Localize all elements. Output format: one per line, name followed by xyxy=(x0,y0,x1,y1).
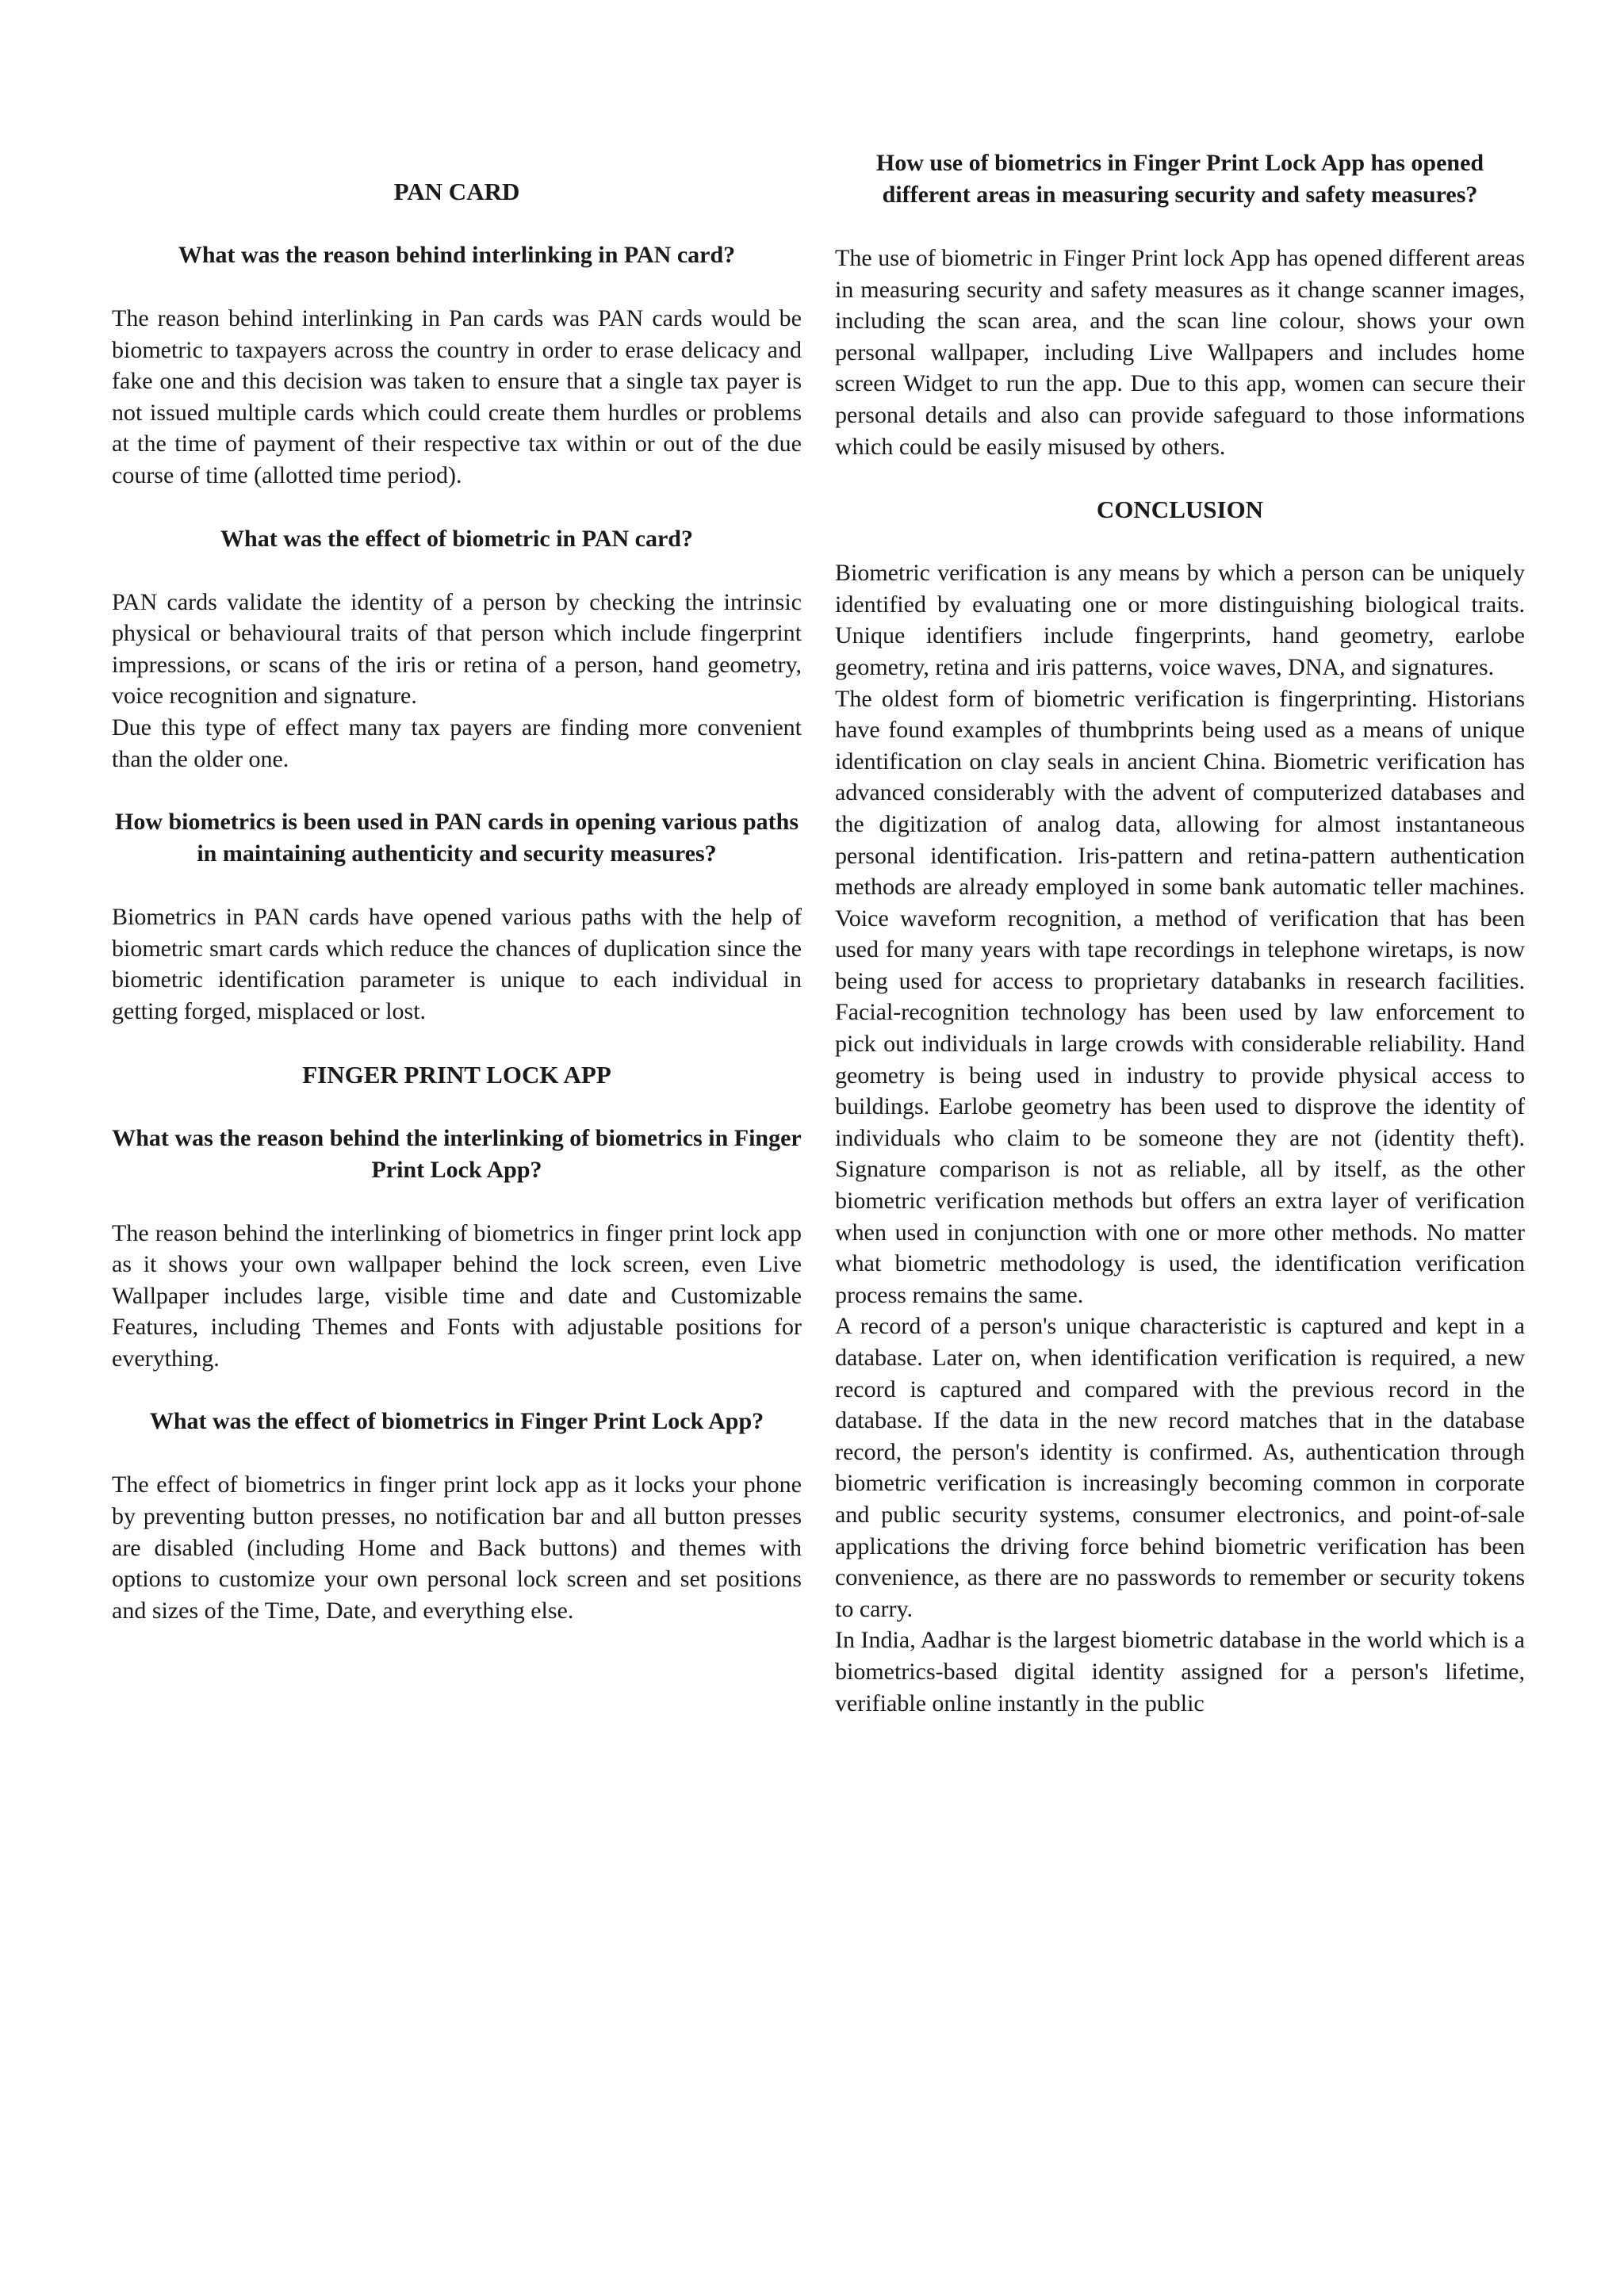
fp-a3-paragraph: The use of biometric in Finger Print lock App has opened different areas in measuring security and safety measures as it change scanner images, including the scan area, and the scan line colour, shows your own personal wallpaper, including Live Wallpapers and includes home screen Widget to run the app. Due to this app, women can secure their personal details and also can provide safeguard to those informations which could be easily misused by others. xyxy=(835,245,1525,460)
conclusion-paragraph-4: In India, Aadhar is the largest biometric database in the world which is a biometrics-based digital identity assigned for a person's lifetime, verifiable online instantly in the public xyxy=(835,1627,1525,1716)
conclusion-paragraph-2: The oldest form of biometric verification is fingerprinting. Historians have found examples of thumbprints being used as a means of unique identification on clay seals in ancient China. Biometric verification has advanced considerably with the advent of computerized databases and the digitization of analog data, allowing for almost instantaneous personal identification. Iris-pattern and retina-pattern authentication methods are already employed in some bank automatic teller machines. Voice waveform recognition, a method of verification that has been used for many years with tape recordings in telephone wiretaps, is now being used for access to proprietary databanks in research facilities. Facial-recognition technology has been used by law enforcement to pick out individuals in large crowds with considerable reliability. Hand geometry is being used in industry to provide physical access to buildings. Earlobe geometry has been used to disprove the identity of individuals who claim to be someone they are not (identity theft). Signature comparison is not as reliable, all by itself, as the other biometric verification methods but offers an extra layer of verification when used in conjunction with one or more other methods. No matter what biometric methodology is used, the identification verification process remains the same. xyxy=(835,685,1525,1308)
conclusion-paragraph-3: A record of a person's unique characteristic is captured and kept in a database. Later on, when identification verification is required, a new record is captured and compared with the previous record in the database. If the data in the new record matches that in the database record, the person's identity is confirmed. As, authentication through biometric verification is increasingly becoming common in corporate and public security systems, consumer electronics, and point-of-sale applications the driving force behind biometric verification has been convenience, as there are no passwords to remember or security tokens to carry. xyxy=(835,1313,1525,1622)
pan-a1-paragraph: The reason behind interlinking in Pan cards was PAN cards would be biometric to taxpayers across the country in order to erase delicacy and fake one and this decision was taken to ensure that a single tax payer is not issued multiple cards which could create them hurdles or problems at the time of payment of their respective tax within or out of the due course of time (allotted time period). xyxy=(112,305,802,488)
fp-a2-paragraph: The effect of biometrics in finger print lock app as it locks your phone by preventing button presses, no notification bar and all button presses are disabled (including Home and Back buttons) and themes with options to customize your own personal lock screen and set positions and sizes of the Time, Date, and everything else. xyxy=(112,1471,802,1624)
conclusion-title: CONCLUSION xyxy=(1096,496,1264,524)
conclusion-paragraph-1: Biometric verification is any means by which a person can be uniquely identified by evaluating one or more distinguishing biological traits. Unique identifiers include fingerprints, hand geometry, earlobe geometry, retina and iris patterns, voice waves, DNA, and signatures. xyxy=(835,560,1525,680)
left-column xyxy=(112,176,802,1626)
fp-q3-heading: How use of biometrics in Finger Print Lock App has opened different areas in measuring security and safety measures? xyxy=(875,150,1484,208)
pan-a3-paragraph: Biometrics in PAN cards have opened various paths with the help of biometric smart cards which reduce the chances of duplication since the biometric identification parameter is unique to each individual in getting forged, misplaced or lost. xyxy=(112,904,802,1024)
right-column xyxy=(835,147,1525,1719)
pan-card-title: PAN CARD xyxy=(393,178,520,205)
pan-a2-paragraph-2: Due this type of effect many tax payers are finding more convenient than the older one. xyxy=(112,714,802,772)
pan-q2-heading: What was the effect of biometric in PAN card? xyxy=(220,525,693,552)
pan-q3-heading: How biometrics is been used in PAN cards in opening various paths in maintaining authenticity and security measures? xyxy=(114,809,799,867)
pan-q1-heading: What was the reason behind interlinking in PAN card? xyxy=(178,242,736,268)
fp-q1-heading: What was the reason behind the interlinking of biometrics in Finger Print Lock App? xyxy=(112,1124,802,1183)
fp-a1-paragraph: The reason behind the interlinking of biometrics in finger print lock app as it shows your own wallpaper behind the lock screen, even Live Wallpaper includes large, visible time and date and Customizable Features, including Themes and Fonts with adjustable positions for everything. xyxy=(112,1219,802,1372)
finger-print-title: FINGER PRINT LOCK APP xyxy=(302,1060,611,1089)
pan-a2-paragraph: PAN cards validate the identity of a person by checking the intrinsic physical or behavioural traits of that person which include fingerprint impressions, or scans of the iris or retina of a person, hand geometry, voice recognition and signature. xyxy=(112,588,802,710)
fp-q2-heading: What was the effect of biometrics in Finger Print Lock App? xyxy=(149,1408,764,1435)
